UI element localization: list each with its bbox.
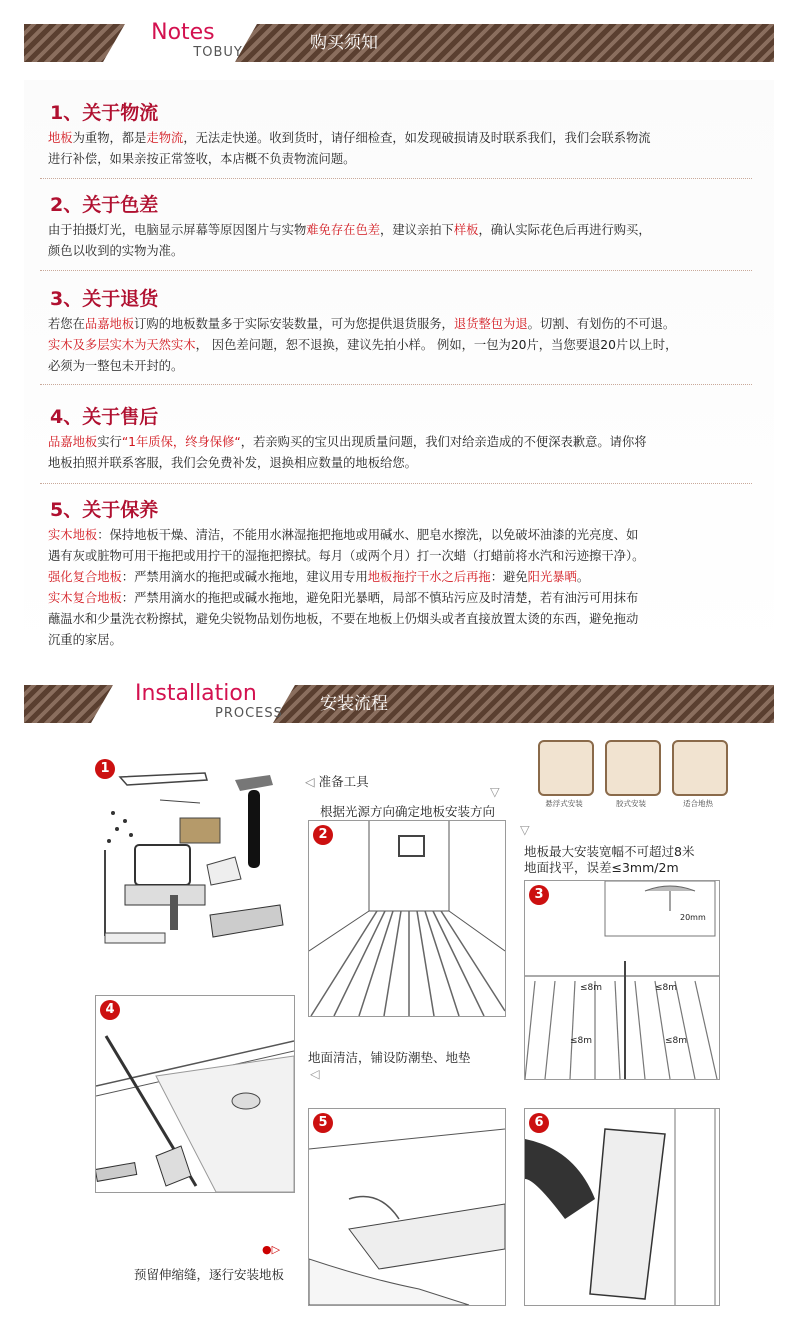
step-6-badge: 6	[529, 1113, 549, 1133]
notes-subtitle: TOBUY	[193, 45, 243, 60]
section-4-line-1	[48, 432, 768, 453]
section-divider	[40, 483, 752, 484]
text-segment: 进行补偿，如果亲按正常签收，本店概不负责物流问题。	[48, 152, 356, 166]
step-5-badge: 5	[313, 1113, 333, 1133]
clean-floor-panel	[95, 995, 295, 1193]
arrow-down-icon: ▽	[490, 784, 500, 799]
first-row-panel	[308, 1108, 506, 1306]
section-title-1: 1、关于物流	[50, 102, 159, 124]
text-segment: 订购的地板数量多于实际安装数量，可为您提供退货服务，	[134, 317, 454, 331]
section-5-line-1	[48, 525, 768, 546]
installation-heading: 安装流程	[320, 694, 388, 714]
arrow-left-icon: ◁	[305, 774, 319, 789]
width-label-2: ≤8m	[655, 983, 678, 993]
text-segment: 地板拍照并联系客服，我们会免费补发，退换相应数量的地板给您。	[48, 456, 417, 470]
step-4-badge: 4	[100, 1000, 120, 1020]
floor-heating-icon	[672, 740, 728, 796]
text-segment: 若您在	[48, 317, 85, 331]
notes-heading: 购买须知	[310, 33, 378, 53]
gap-label: 20mm	[680, 913, 706, 922]
step5-caption: 预留伸缩缝，逐行安装地板	[134, 1267, 285, 1282]
installation-tab	[86, 677, 299, 731]
section-1-line-1	[48, 128, 768, 149]
text-segment: ：严禁用滴水的拖把或碱水拖地，避免阳光暴晒，局部不慎玷污应及时清楚，若有油污可用抹布	[121, 591, 639, 605]
section-1-line-2	[48, 149, 768, 170]
width-illustration	[525, 881, 719, 1079]
section-5-line-6	[48, 630, 768, 651]
section-title-3: 3、关于退货	[50, 288, 159, 310]
text-segment: 蘸温水和少量洗衣粉擦拭，避免尖锐物品划伤地板，不要在地板上仍烟头或者直接放置太烫的东西，避免拖动	[48, 612, 639, 626]
clean-floor-illustration	[96, 996, 294, 1192]
section-4-line-2	[48, 453, 768, 474]
section-5-line-4	[48, 588, 768, 609]
arrow-left-icon-2: ◁	[310, 1066, 320, 1081]
text-segment: 。切割、有划伤的不可退。	[527, 317, 676, 331]
section-2-line-1	[48, 220, 768, 241]
text-segment: 难免存在色差	[306, 223, 381, 237]
text-segment: ：避免	[490, 570, 528, 584]
section-5-line-2	[48, 546, 768, 567]
step-2-badge: 2	[313, 825, 333, 845]
section-divider	[40, 270, 752, 271]
text-segment: 为重物，都是	[72, 131, 147, 145]
section-title-2: 2、关于色差	[50, 194, 159, 216]
text-segment: 颜色以收到的实物为准。	[48, 244, 184, 258]
floating-install-label: 悬浮式安装	[545, 799, 583, 808]
text-segment: “1年质保，终身保修“	[121, 435, 241, 449]
step-1-badge: 1	[95, 759, 115, 779]
text-segment: ，确认实际花色后再进行购买，	[478, 223, 651, 237]
text-segment: 遇有灰或脏物可用干拖把或用拧干的湿拖把擦拭。每月（或两个月）打一次蜡（打蜡前将水汽和污迹擦干净）。	[48, 549, 645, 563]
section-divider	[40, 384, 752, 385]
section-3-line-1	[48, 314, 768, 335]
glue-install-label: 胶式安装	[616, 799, 646, 808]
text-segment: ，无法走快递。收到货时，请仔细检查，如发现破损请及时联系我们，我们会联系物流	[183, 131, 651, 145]
floor-heating-label: 适合地热	[683, 799, 713, 808]
text-segment: 。	[576, 570, 590, 584]
text-segment: 品嘉地板	[48, 435, 98, 449]
text-segment: 强化复合地板	[48, 570, 122, 584]
text-segment: 实木复合地板	[48, 591, 122, 605]
floating-install-icon	[538, 740, 594, 796]
section-3-line-2	[48, 335, 768, 356]
text-segment: 由于拍摄灯光，电脑显示屏幕等原因图片与实物	[48, 223, 307, 237]
section-divider	[40, 178, 752, 179]
first-row-illustration	[309, 1109, 505, 1305]
text-segment: 走物流	[146, 131, 184, 145]
text-segment: 实木地板	[48, 528, 98, 542]
step2-caption: 根据光源方向确定地板安装方向	[320, 804, 496, 819]
width-label-3: ≤8m	[570, 1036, 593, 1046]
notes-title: Notes	[151, 20, 215, 45]
prep-tools-caption	[305, 772, 369, 790]
text-segment: ，建议亲拍下	[380, 223, 454, 237]
section-title-4: 4、关于售后	[50, 406, 159, 428]
glue-install-icon	[605, 740, 661, 796]
section-5-line-3	[48, 567, 768, 588]
arrow-down-icon-2: ▽	[520, 822, 530, 837]
room-panel	[308, 820, 506, 1017]
text-segment: 阳光暴晒	[527, 570, 577, 584]
width-label-1: ≤8m	[580, 983, 603, 993]
step-3-badge: 3	[529, 885, 549, 905]
room-illustration	[309, 821, 505, 1016]
warning-icon: ●▷	[262, 1243, 281, 1256]
installation-banner	[24, 681, 774, 723]
text-segment: ， 因色差问题，恕不退换，建议先拍小样。 例如，一包为20片，当您要退20片以上时，	[195, 338, 678, 352]
notes-banner	[24, 20, 774, 62]
tap-boards-illustration	[525, 1109, 719, 1305]
text-segment: 沉重的家居。	[48, 633, 122, 647]
text-segment: 必须为一整包未开封的。	[48, 359, 184, 373]
section-5-line-5	[48, 609, 768, 630]
text-segment: ：严禁用滴水的拖把或碱水拖地，建议用专用	[121, 570, 368, 584]
installation-title: Installation	[134, 681, 257, 706]
step4-caption: 地面清洁，铺设防潮垫、地垫	[308, 1050, 471, 1065]
section-title-5: 5、关于保养	[50, 499, 159, 521]
text-segment: 地板拖拧干水之后再拖	[367, 570, 491, 584]
width-panel	[524, 880, 720, 1080]
notes-tab	[98, 16, 261, 70]
text-segment: 品嘉地板	[84, 317, 135, 331]
text-segment: ，若亲购买的宝贝出现质量问题，我们对给亲造成的不便深表歉意。请你将	[240, 435, 647, 449]
text-segment: 退货整包为退	[453, 317, 528, 331]
step3-line1: 地板最大安装宽幅不可超过8米	[524, 844, 695, 859]
text-segment: 实行	[97, 435, 122, 449]
section-2-line-2	[48, 241, 768, 262]
step3-line2: 地面找平，误差≤3mm/2m	[524, 860, 679, 875]
prep-tools-text: 准备工具	[318, 774, 369, 789]
tools-panel	[95, 755, 293, 951]
text-segment: ：保持地板干燥、清洁，不能用水淋湿拖把拖地或用碱水、肥皂水擦洗，以免破坏油漆的光亮度、如	[97, 528, 639, 542]
text-segment: 实木及多层实木为天然实木	[48, 338, 196, 352]
installation-subtitle: PROCESS	[214, 706, 283, 721]
text-segment: 地板	[48, 131, 73, 145]
tap-boards-panel	[524, 1108, 720, 1306]
text-segment: 样板	[453, 223, 479, 237]
section-3-line-3	[48, 356, 768, 377]
tools-illustration	[95, 755, 293, 951]
width-label-4: ≤8m	[665, 1036, 688, 1046]
